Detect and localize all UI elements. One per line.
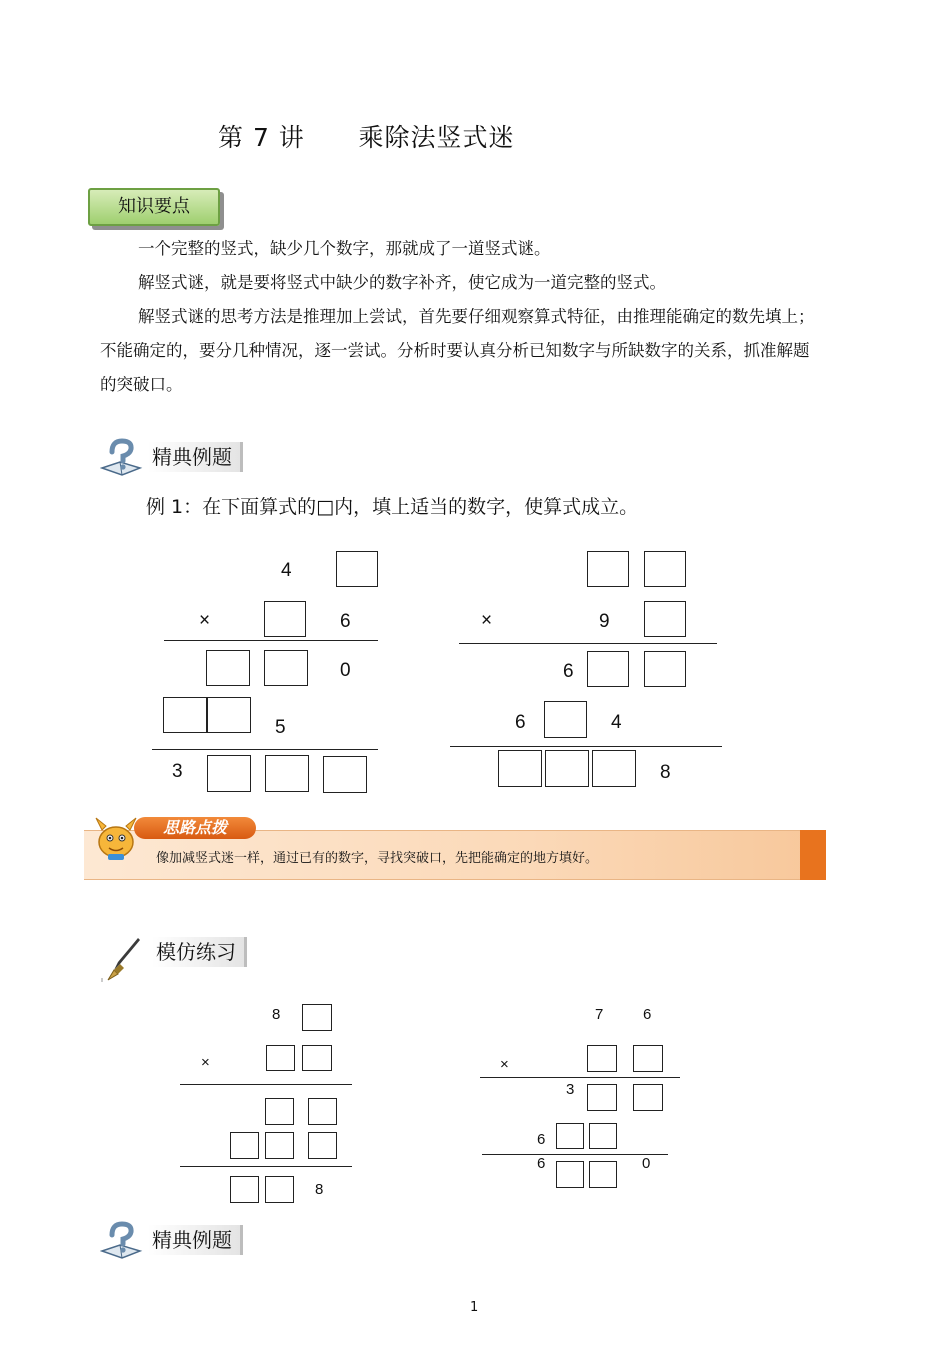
intro-paragraph-3: 解竖式谜的思考方法是推理加上尝试，首先要仔细观察算式特征，由推理能确定的数先填上；不能确定的，要分几种情况，逐一尝试。分析时要认真分析已知数字与所缺数字的关系，抓准解题的突破口。 — [100, 307, 815, 394]
tip-title: 思路点拨 — [134, 817, 256, 839]
examples-section-header — [100, 438, 144, 480]
blank-box — [302, 1004, 332, 1031]
example-1-prompt: 例 1：在下面算式的□内，填上适当的数字，使算式成立。 — [146, 496, 639, 518]
question-book-icon — [100, 438, 144, 476]
tip-text: 像加减竖式迷一样，通过已有的数字，寻找突破口，先把能确定的地方填好。 — [156, 851, 599, 866]
blank-box — [265, 1132, 294, 1159]
blank-box — [589, 1123, 617, 1149]
multiply-sign: × — [199, 610, 211, 631]
digit: 0 — [642, 1155, 651, 1172]
question-book-icon — [100, 1221, 144, 1259]
blank-box — [230, 1176, 259, 1203]
digit: 4 — [611, 712, 622, 733]
blank-box — [230, 1132, 259, 1159]
tip-bar-accent — [800, 830, 826, 880]
blank-box — [633, 1045, 663, 1072]
blank-box — [544, 701, 587, 738]
rule-line — [180, 1166, 352, 1167]
fountain-pen-icon — [100, 938, 144, 982]
blank-box — [556, 1123, 584, 1149]
examples-section-header-2 — [100, 1221, 144, 1263]
blank-box — [336, 551, 378, 587]
page-title: 第 7 讲 乘除法竖式迷 — [218, 123, 515, 152]
blank-box — [323, 756, 367, 793]
blank-box — [265, 1176, 294, 1203]
examples-section-title-2: 精典例题 — [148, 1225, 243, 1255]
rule-line — [164, 640, 378, 641]
blank-box — [498, 750, 542, 787]
blank-box — [264, 601, 306, 637]
digit: 8 — [272, 1006, 281, 1023]
blank-box — [644, 651, 686, 687]
practice-section-header — [100, 938, 144, 986]
blank-box — [264, 650, 308, 686]
blank-box — [302, 1045, 332, 1071]
blank-box — [587, 1045, 617, 1072]
blank-box — [308, 1132, 337, 1159]
digit: 8 — [660, 762, 671, 783]
digit: 0 — [340, 660, 351, 681]
blank-box — [587, 651, 629, 687]
blank-box — [308, 1098, 337, 1125]
blank-box — [207, 755, 251, 792]
intro-paragraph-2: 解竖式谜，就是要将竖式中缺少的数字补齐，使它成为一道完整的竖式。 — [138, 273, 666, 292]
digit: 6 — [537, 1131, 546, 1148]
blank-box — [545, 750, 589, 787]
digit: 7 — [595, 1006, 604, 1023]
blank-box — [265, 1098, 294, 1125]
digit: 6 — [537, 1155, 546, 1172]
blank-box — [206, 650, 250, 686]
rule-line — [152, 749, 378, 750]
digit: 3 — [172, 761, 183, 782]
blank-box — [644, 551, 686, 587]
digit: 4 — [281, 560, 292, 581]
blank-box — [163, 697, 207, 733]
digit: 6 — [643, 1006, 652, 1023]
rule-line — [450, 746, 722, 747]
blank-box — [644, 601, 686, 637]
page-number: 1 — [470, 1300, 479, 1315]
multiply-sign: × — [481, 610, 493, 631]
blank-box — [587, 1084, 617, 1111]
rule-line — [459, 643, 717, 644]
digit: 3 — [566, 1081, 575, 1098]
blank-box — [556, 1161, 584, 1188]
rule-line — [180, 1084, 352, 1085]
blank-box — [587, 551, 629, 587]
rule-line — [480, 1077, 680, 1078]
blank-box — [265, 755, 309, 792]
digit: 6 — [340, 611, 351, 632]
examples-section-title: 精典例题 — [148, 442, 243, 472]
knowledge-points-badge: 知识要点 — [88, 188, 220, 226]
digit: 5 — [275, 717, 286, 738]
digit: 6 — [515, 712, 526, 733]
multiply-sign: × — [201, 1054, 210, 1071]
blank-box — [207, 697, 251, 733]
practice-section-title: 模仿练习 — [152, 937, 247, 967]
blank-box — [266, 1045, 295, 1071]
blank-box — [633, 1084, 663, 1111]
rule-line — [482, 1154, 668, 1155]
digit: 8 — [315, 1181, 324, 1198]
intro-paragraph-1: 一个完整的竖式，缺少几个数字，那就成了一道竖式谜。 — [138, 239, 551, 258]
digit: 6 — [563, 661, 574, 682]
digit: 9 — [599, 611, 610, 632]
blank-box — [592, 750, 636, 787]
multiply-sign: × — [500, 1056, 509, 1073]
blank-box — [589, 1161, 617, 1188]
